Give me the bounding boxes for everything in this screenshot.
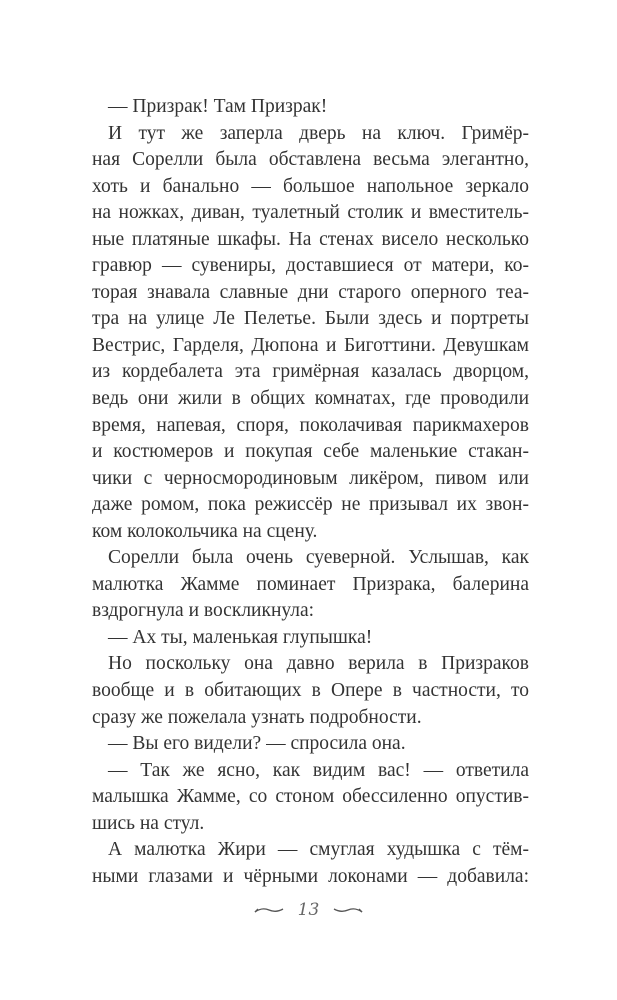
text-line: малютка Жамме поминает Призрака, балерина [92, 573, 529, 595]
left-ornament-icon [254, 906, 284, 916]
text-line: Но поскольку она давно верила в Призраков [108, 653, 529, 675]
text-line: — Ах ты, маленькая глупышка! [108, 626, 373, 648]
text-line: — Вы его видели? — спросила она. [108, 733, 406, 755]
text-line: ведь они жили в общих комнатах, где проводили [92, 388, 529, 410]
page-number: 13 [297, 900, 320, 920]
text-line: Сорелли была очень суеверной. Услышав, как [108, 547, 529, 569]
text-line: ные платяные шкафы. На стенах висело несколько [92, 228, 529, 250]
text-line: время, напевая, споря, поколачивая парикмахеров [92, 414, 529, 436]
text-line: ная Сорелли была обставлена весьма элегантно, [92, 149, 529, 171]
text-line: шись на стул. [92, 812, 205, 834]
text-line: вообще и в обитающих в Опере в частности, то [92, 680, 529, 702]
text-line: сразу же пожелала узнать подробности. [92, 706, 422, 728]
text-line: из кордебалета эта гримёрная казалась дворцом, [92, 361, 529, 383]
text-line: гравюр — сувениры, доставшиеся от матери, ко- [92, 255, 529, 277]
text-line: Вестрис, Гарделя, Дюпона и Биготтини. Девушкам [92, 334, 529, 356]
text-line: И тут же заперла дверь на ключ. Гримёр- [108, 122, 529, 144]
text-line: и костюмеров и покупая себе маленькие стакан- [92, 441, 529, 463]
text-line: А малютка Жири — смуглая худышка с тём- [108, 839, 529, 861]
text-line: ком колокольчика на сцену. [92, 520, 318, 542]
text-line: малышка Жамме, со стоном обессиленно опустив- [92, 786, 529, 808]
text-line: вздрогнула и воскликнула: [92, 600, 315, 622]
right-ornament-icon [333, 906, 363, 916]
text-line: торая знавала славные дни старого оперного теа- [92, 281, 529, 303]
text-line: на ножках, диван, туалетный столик и вместитель- [92, 202, 529, 224]
text-line: тра на улице Ле Пелетье. Были здесь и портреты [92, 308, 529, 330]
page-footer [0, 900, 617, 920]
text-line: чики с черносмородиновым ликёром, пивом или [92, 467, 529, 489]
text-line: хоть и банально — большое напольное зеркало [92, 175, 529, 197]
text-line: — Так же ясно, как видим вас! — ответила [108, 759, 529, 781]
text-line: ными глазами и чёрными локонами — добавила: [92, 865, 529, 887]
text-line: даже ромом, пока режиссёр не призывал их звон- [92, 494, 529, 516]
body-text [92, 94, 529, 890]
text-line: — Призрак! Там Призрак! [108, 96, 328, 117]
